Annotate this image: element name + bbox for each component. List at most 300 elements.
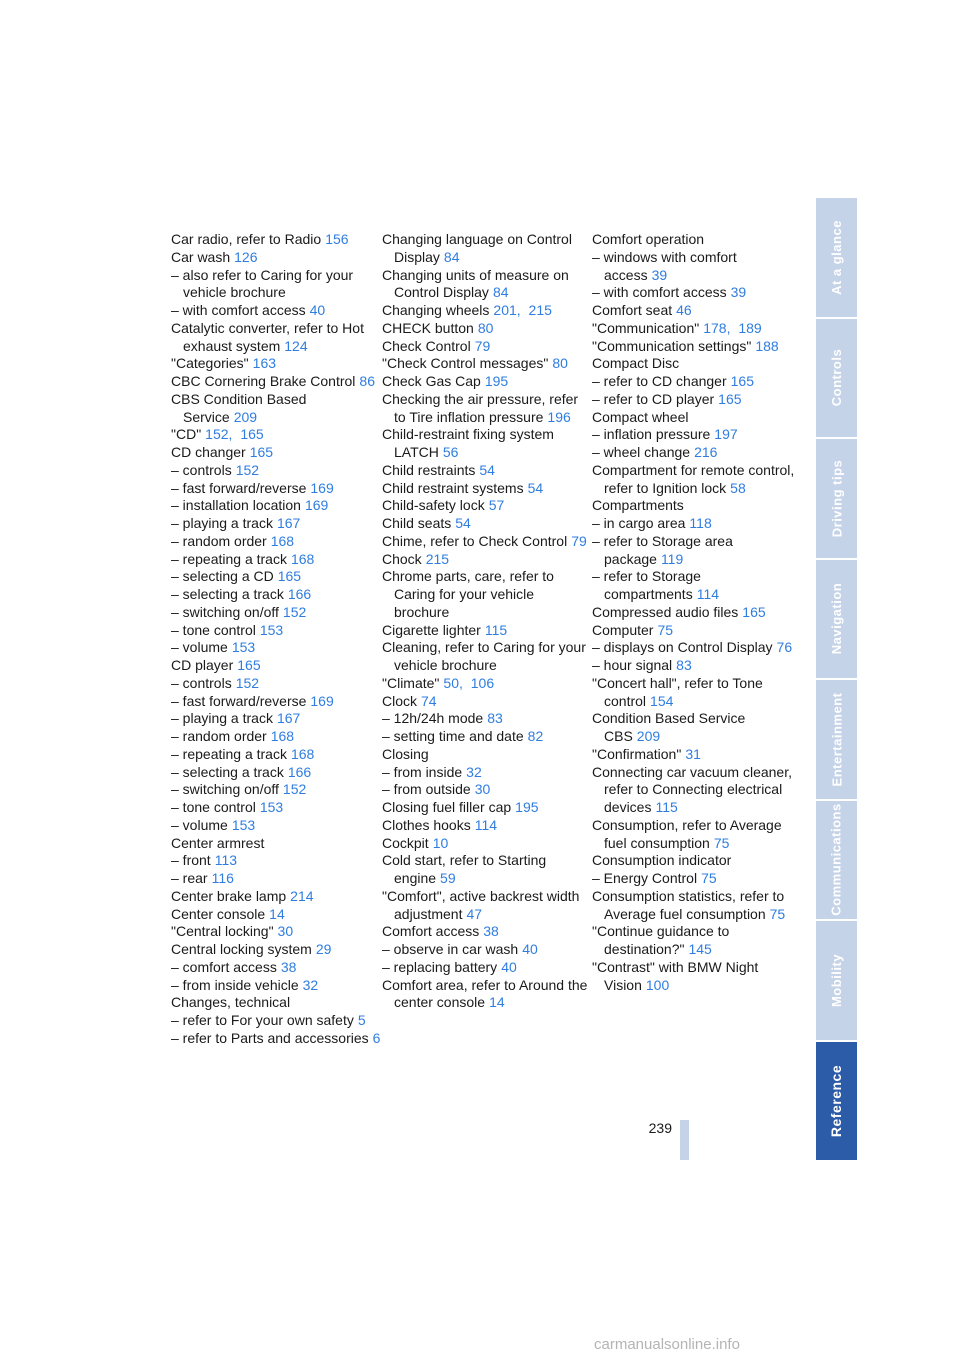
page-link[interactable]: 165 bbox=[277, 568, 302, 585]
page-link[interactable]: 165 bbox=[237, 657, 261, 673]
page-link[interactable]: 154 bbox=[650, 692, 674, 709]
page-link[interactable]: 189 bbox=[738, 319, 762, 336]
page-link[interactable]: 165 bbox=[249, 444, 274, 460]
index-entry-text: – volume bbox=[171, 639, 228, 656]
page-link[interactable]: 195 bbox=[484, 373, 509, 389]
page-link[interactable]: 115 bbox=[484, 621, 508, 638]
page-link[interactable]: 215 bbox=[425, 550, 450, 567]
page-link[interactable]: 76 bbox=[776, 639, 793, 656]
index-entry bbox=[592, 959, 802, 995]
index-entry bbox=[382, 320, 592, 338]
page-link[interactable]: 145 bbox=[688, 941, 712, 957]
index-entry bbox=[382, 373, 592, 391]
section-tab-controls[interactable] bbox=[816, 319, 857, 440]
index-entry bbox=[592, 639, 802, 657]
index-entry bbox=[592, 764, 802, 817]
index-entry bbox=[592, 817, 802, 853]
index-entry-text: – comfort access bbox=[171, 958, 277, 975]
page-link[interactable]: 31 bbox=[685, 745, 701, 762]
page-link[interactable]: 38 bbox=[483, 923, 499, 940]
index-entry-text: Checking the air pressure, refer to Tire inflation pressure bbox=[382, 390, 579, 425]
index-entry-text: Consumption, refer to Average fuel consumption bbox=[592, 816, 782, 851]
index-entry-text: Child-safety lock bbox=[382, 497, 485, 514]
index-entry-text: Chrome parts, care, refer to Caring for your vehicle brochure bbox=[382, 568, 554, 620]
index-entry-text: Changing language on Control Display bbox=[382, 231, 572, 265]
page-link[interactable]: 152 bbox=[235, 461, 260, 478]
index-entry-text: – refer to Storage compartments bbox=[592, 568, 701, 602]
index-entry bbox=[171, 781, 381, 799]
index-entry bbox=[592, 604, 802, 622]
page-link[interactable]: 79 bbox=[571, 532, 587, 549]
page-link[interactable]: 47 bbox=[466, 905, 483, 922]
index-entry bbox=[171, 586, 381, 604]
page-link[interactable]: 10 bbox=[432, 834, 449, 851]
index-entry-text: – front bbox=[171, 852, 211, 869]
index-entry-text: – from outside bbox=[382, 781, 471, 798]
page-link[interactable]: 38 bbox=[280, 958, 297, 975]
index-entry bbox=[382, 639, 592, 675]
index-entry bbox=[592, 870, 802, 888]
page-link[interactable]: 40 bbox=[522, 941, 538, 957]
index-entry bbox=[382, 515, 592, 533]
page-link[interactable]: 32 bbox=[302, 976, 319, 993]
index-entry bbox=[171, 977, 381, 995]
page-link[interactable]: 165 bbox=[718, 390, 742, 407]
index-entry-text: – with comfort access bbox=[592, 284, 727, 301]
index-entry-text: Check Gas Cap bbox=[382, 373, 481, 389]
index-entry bbox=[171, 568, 381, 586]
page-link[interactable]: 165 bbox=[742, 603, 766, 620]
section-tab-label: Driving tips bbox=[829, 459, 845, 538]
page-link[interactable]: 163 bbox=[252, 355, 277, 372]
index-entry-text: – wheel change bbox=[592, 444, 691, 460]
index-entry-text: – refer to Parts and accessories bbox=[171, 1029, 369, 1046]
page-link[interactable]: 113 bbox=[214, 852, 238, 869]
page-link[interactable]: 59 bbox=[440, 870, 456, 886]
index-entry bbox=[592, 409, 802, 427]
index-entry bbox=[382, 923, 592, 941]
page-link[interactable]: 214 bbox=[290, 887, 314, 904]
index-entry-text: – selecting a track bbox=[171, 586, 284, 602]
index-entry: Changing wheels 201, 215 bbox=[382, 302, 552, 318]
page-link[interactable]: 39 bbox=[730, 284, 747, 301]
index-entry-text: Center armrest bbox=[171, 834, 265, 851]
page-link[interactable]: 197 bbox=[714, 426, 738, 443]
index-entry bbox=[171, 622, 381, 640]
index-entry bbox=[171, 515, 381, 533]
index-entry bbox=[171, 675, 381, 693]
index-entry-text: – controls bbox=[171, 674, 232, 691]
page-link[interactable]: 166 bbox=[287, 763, 312, 780]
index-entry-text: "Contrast" with BMW Night Vision bbox=[592, 958, 759, 993]
index-entry-text: – displays on Control Display bbox=[592, 639, 773, 656]
index-entry-text: Center console bbox=[171, 905, 266, 922]
index-entry-text: Chime, refer to Check Control bbox=[382, 532, 568, 549]
index-entry bbox=[171, 551, 381, 569]
index-entry bbox=[171, 391, 381, 427]
index-entry bbox=[592, 657, 802, 675]
page-link[interactable]: 40 bbox=[501, 958, 517, 975]
index-entry-text: Compact Disc bbox=[592, 355, 680, 372]
page-link[interactable]: 169 bbox=[310, 479, 334, 496]
index-column-3 bbox=[592, 231, 802, 994]
index-entry-text: – playing a track bbox=[171, 710, 273, 727]
page-link[interactable]: 168 bbox=[270, 532, 295, 549]
page-link[interactable]: 86 bbox=[359, 373, 375, 389]
index-entry-text: Cleaning, refer to Caring for your vehicle brochure bbox=[382, 639, 586, 673]
index-entry-text: "Central locking" bbox=[171, 923, 274, 940]
index-entry-text: – rear bbox=[171, 870, 208, 886]
page-link[interactable]: 114 bbox=[474, 816, 498, 833]
index-entry bbox=[171, 764, 381, 782]
section-tab-label: Controls bbox=[829, 349, 845, 407]
page-link[interactable]: 30 bbox=[277, 923, 294, 940]
index-entry bbox=[382, 533, 592, 551]
index-entry bbox=[171, 728, 381, 746]
section-tab-reference[interactable] bbox=[816, 1042, 857, 1161]
index-entry bbox=[592, 923, 802, 959]
index-entry-text: – switching on/off bbox=[171, 603, 279, 620]
index-entry-text: Child-restraint fixing system LATCH bbox=[382, 426, 554, 460]
index-entry bbox=[171, 444, 381, 462]
page-link[interactable]: 82 bbox=[527, 728, 544, 744]
index-entry-text: "Categories" bbox=[171, 355, 249, 372]
index-entry bbox=[592, 391, 802, 409]
index-entry-text: – 12h/24h mode bbox=[382, 710, 484, 727]
page-link[interactable]: 167 bbox=[276, 515, 301, 531]
index-entry-text: Compartments bbox=[592, 497, 684, 514]
page-link[interactable]: 115 bbox=[655, 799, 678, 815]
index-entry-text: Comfort operation bbox=[592, 231, 705, 247]
index-entry bbox=[171, 1012, 381, 1030]
index-entry bbox=[171, 817, 381, 835]
index-entry bbox=[382, 568, 592, 621]
index-entry bbox=[171, 693, 381, 711]
index-entry-text: Connecting car vacuum cleaner, refer to Connecting electrical devices bbox=[592, 763, 792, 815]
page-link[interactable]: 169 bbox=[304, 497, 329, 514]
index-entry bbox=[382, 391, 592, 427]
index-entry bbox=[171, 870, 381, 888]
index-entry-text: Check Control bbox=[382, 337, 471, 354]
index-entry-text: Clothes hooks bbox=[382, 816, 471, 833]
page-link[interactable]: 152 bbox=[205, 426, 229, 443]
section-tab-label: Navigation bbox=[829, 583, 844, 655]
page-link[interactable]: 201 bbox=[493, 302, 517, 318]
page-link[interactable]: 106 bbox=[470, 674, 495, 691]
page-link[interactable]: 114 bbox=[696, 586, 720, 602]
index-entry bbox=[382, 551, 592, 569]
page-link[interactable]: 84 bbox=[492, 284, 509, 301]
index-entry-text: Comfort area, refer to Around the center console bbox=[382, 976, 588, 1011]
index-entry bbox=[592, 515, 802, 533]
section-tab-entertainment[interactable] bbox=[816, 680, 857, 801]
section-tab-at-a-glance[interactable] bbox=[816, 198, 857, 319]
index-entry bbox=[171, 941, 381, 959]
index-entry-text: Consumption statistics, refer to Average fuel consumption bbox=[592, 887, 785, 922]
page-link[interactable]: 126 bbox=[234, 248, 258, 265]
index-entry-text: Condition Based Service CBS bbox=[592, 710, 746, 744]
index-entry bbox=[382, 710, 592, 728]
index-entry bbox=[382, 959, 592, 977]
page-link[interactable]: 195 bbox=[515, 799, 539, 815]
index-entry-text: – refer to CD player bbox=[592, 390, 715, 407]
page-link[interactable]: 75 bbox=[769, 905, 786, 922]
index-entry bbox=[592, 533, 802, 569]
page-link[interactable]: 152 bbox=[235, 674, 260, 691]
index-entry bbox=[171, 888, 381, 906]
page-link[interactable]: 54 bbox=[479, 461, 495, 478]
index-column-1 bbox=[171, 231, 381, 1048]
section-tab-driving-tips[interactable] bbox=[816, 439, 857, 560]
page-link[interactable]: 165 bbox=[240, 426, 264, 443]
index-entry bbox=[171, 639, 381, 657]
index-entry-text: – selecting a track bbox=[171, 763, 284, 780]
index-entry-text: Cold start, refer to Starting engine bbox=[382, 852, 547, 886]
index-entry bbox=[171, 604, 381, 622]
page-link[interactable]: 30 bbox=[474, 781, 491, 798]
section-tabs bbox=[816, 198, 857, 1160]
page-number-bar bbox=[680, 1120, 689, 1160]
index-entry bbox=[171, 923, 381, 941]
index-entry bbox=[171, 994, 381, 1012]
page-link[interactable]: 215 bbox=[528, 302, 552, 318]
index-entry-text: – inflation pressure bbox=[592, 426, 711, 443]
page-link[interactable]: 153 bbox=[231, 639, 256, 656]
index-entry bbox=[171, 1030, 381, 1048]
index-entry-text: Consumption indicator bbox=[592, 852, 732, 869]
section-tab-mobility[interactable] bbox=[816, 921, 857, 1042]
page-link[interactable]: 153 bbox=[231, 816, 256, 833]
index-entry-text: Car wash bbox=[171, 248, 231, 265]
page-link[interactable]: 188 bbox=[755, 337, 779, 354]
index-entry bbox=[592, 373, 802, 391]
page-link[interactable]: 14 bbox=[489, 994, 505, 1011]
index-entry-text: – replacing battery bbox=[382, 958, 498, 975]
page-link[interactable]: 57 bbox=[488, 497, 505, 514]
page-link[interactable]: 56 bbox=[442, 444, 459, 460]
index-entry bbox=[382, 426, 592, 462]
index-entry-text: – tone control bbox=[171, 621, 256, 638]
index-entry-text: Changing units of measure on Control Display bbox=[382, 266, 569, 301]
index-entry-text: Car radio, refer to Radio bbox=[171, 231, 322, 247]
index-entry-text: "Climate" bbox=[382, 674, 440, 691]
index-entry: "CD" 152, 165 bbox=[171, 426, 264, 443]
page-link[interactable]: 39 bbox=[651, 266, 668, 283]
index-entry bbox=[382, 693, 592, 711]
page-link[interactable]: 168 bbox=[290, 550, 315, 567]
index-entry-text: – repeating a track bbox=[171, 550, 287, 567]
index-entry bbox=[382, 267, 592, 303]
index-entry-text: – hour signal bbox=[592, 657, 673, 673]
index-entry-text: "Communication" bbox=[592, 319, 700, 336]
index-column-2 bbox=[382, 231, 592, 1012]
index-entry bbox=[382, 852, 592, 888]
index-entry bbox=[171, 533, 381, 551]
index-entry-text: Chock bbox=[382, 550, 422, 567]
index-entry-text: – with comfort access bbox=[171, 302, 306, 318]
page-link[interactable]: 178 bbox=[703, 319, 727, 336]
page-link[interactable]: 80 bbox=[477, 319, 494, 336]
section-tab-label: Entertainment bbox=[829, 692, 844, 787]
index-entry-text: "Concert hall", refer to Tone control bbox=[592, 674, 763, 709]
index-entry-text: Comfort seat bbox=[592, 302, 673, 318]
page-link[interactable]: 116 bbox=[211, 870, 234, 886]
page-link[interactable]: 75 bbox=[657, 621, 674, 638]
page-link[interactable]: 75 bbox=[701, 870, 717, 886]
page-link[interactable]: 216 bbox=[694, 444, 718, 460]
index-entry bbox=[592, 338, 802, 356]
index-entry bbox=[592, 444, 802, 462]
index-entry-text: "Comfort", active backrest width adjustment bbox=[382, 887, 580, 922]
index-entry-text: "Confirmation" bbox=[592, 745, 682, 762]
page-link[interactable]: 6 bbox=[372, 1029, 381, 1046]
index-entry-text: "Continue guidance to destination?" bbox=[592, 923, 730, 957]
page-link[interactable]: 124 bbox=[284, 337, 308, 354]
page-link[interactable]: 29 bbox=[315, 941, 332, 957]
page-link[interactable]: 152 bbox=[282, 603, 307, 620]
page-link[interactable]: 54 bbox=[527, 479, 544, 496]
page-link[interactable]: 79 bbox=[474, 337, 491, 354]
page-link[interactable]: 5 bbox=[357, 1012, 366, 1028]
page-link[interactable]: 14 bbox=[269, 905, 285, 922]
index-entry bbox=[592, 284, 802, 302]
index-entry-text: Closing fuel filler cap bbox=[382, 799, 512, 815]
index-entry bbox=[382, 799, 592, 817]
index-entry-text: – refer to CD changer bbox=[592, 373, 727, 389]
index-entry-text: – controls bbox=[171, 461, 232, 478]
page-link[interactable]: 209 bbox=[233, 408, 258, 425]
index-entry bbox=[171, 480, 381, 498]
index-entry-text: – installation location bbox=[171, 497, 301, 514]
index-entry-text: Catalytic converter, refer to Hot exhaust system bbox=[171, 319, 364, 354]
index-entry bbox=[382, 941, 592, 959]
page-link[interactable]: 46 bbox=[676, 302, 692, 318]
index-entry bbox=[382, 817, 592, 835]
index-entry-text: – random order bbox=[171, 532, 267, 549]
index-entry-text: Changing wheels bbox=[382, 302, 490, 318]
page-link[interactable]: 100 bbox=[645, 976, 670, 993]
index-entry bbox=[592, 231, 802, 249]
index-entry bbox=[592, 746, 802, 764]
index-entry bbox=[382, 746, 592, 764]
index-entry bbox=[171, 302, 381, 320]
page-link[interactable]: 50 bbox=[443, 674, 459, 691]
index-entry-text: – fast forward/reverse bbox=[171, 692, 307, 709]
index-entry-text: – setting time and date bbox=[382, 728, 524, 744]
index-entry bbox=[382, 462, 592, 480]
index-entry bbox=[171, 657, 381, 675]
page-link[interactable]: 156 bbox=[325, 231, 349, 247]
index-entry-text: "Communication settings" bbox=[592, 337, 752, 354]
page-link[interactable]: 118 bbox=[689, 515, 712, 531]
index-entry-text: Closing bbox=[382, 745, 429, 762]
page-link[interactable]: 165 bbox=[730, 373, 754, 389]
index-entry bbox=[382, 764, 592, 782]
index-entry bbox=[592, 426, 802, 444]
index-entry-text: CHECK button bbox=[382, 319, 474, 336]
index-entry-text: – in cargo area bbox=[592, 515, 686, 531]
index-entry-text: Cigarette lighter bbox=[382, 621, 481, 638]
index-entry-text: – from inside vehicle bbox=[171, 976, 299, 993]
index-entry bbox=[382, 728, 592, 746]
section-tab-label: Reference bbox=[828, 1064, 845, 1137]
section-tab-label: Communications bbox=[829, 803, 844, 916]
page-link[interactable]: 83 bbox=[487, 710, 503, 727]
page-link[interactable]: 153 bbox=[259, 799, 284, 815]
index-entry bbox=[171, 231, 381, 249]
index-entry bbox=[592, 355, 802, 373]
page-link[interactable]: 74 bbox=[421, 692, 437, 709]
index-entry bbox=[171, 355, 381, 373]
index-entry-text: Center brake lamp bbox=[171, 887, 287, 904]
index-entry-text: CBC Cornering Brake Control bbox=[171, 373, 356, 389]
page-link[interactable]: 54 bbox=[455, 515, 471, 531]
index-entry bbox=[592, 852, 802, 870]
page-link[interactable]: 75 bbox=[713, 834, 730, 851]
index-entry-text: Compressed audio files bbox=[592, 603, 739, 620]
page-link[interactable]: 83 bbox=[676, 657, 692, 673]
page-link[interactable]: 80 bbox=[552, 355, 568, 372]
index-entry-text: – refer to For your own safety bbox=[171, 1012, 354, 1028]
index-entry-text: "Check Control messages" bbox=[382, 355, 549, 372]
index-entry bbox=[592, 710, 802, 746]
index-entry-text: Clock bbox=[382, 692, 418, 709]
index-entry bbox=[171, 746, 381, 764]
page-link[interactable]: 152 bbox=[282, 781, 307, 798]
page-link[interactable]: 209 bbox=[636, 728, 661, 744]
section-tab-communications[interactable] bbox=[816, 801, 857, 922]
page-link[interactable]: 169 bbox=[310, 692, 334, 709]
index-entry bbox=[171, 267, 381, 303]
index-entry bbox=[382, 497, 592, 515]
index-entry-text: – random order bbox=[171, 728, 267, 744]
index-entry-text: CBS Condition Based Service bbox=[171, 390, 307, 425]
index-entry-text: – windows with comfort access bbox=[592, 248, 737, 283]
page-link[interactable]: 168 bbox=[270, 728, 295, 744]
index-entry-text: Cockpit bbox=[382, 834, 429, 851]
index-entry-text: – refer to Storage area package bbox=[592, 532, 733, 567]
page-link[interactable]: 153 bbox=[259, 621, 284, 638]
index-entry-text: – from inside bbox=[382, 763, 463, 780]
index-entry-text: – Energy Control bbox=[592, 870, 698, 886]
index-entry bbox=[382, 888, 592, 924]
index-entry bbox=[382, 231, 592, 267]
index-entry bbox=[592, 568, 802, 604]
section-tab-navigation[interactable] bbox=[816, 560, 857, 681]
index-entry bbox=[592, 888, 802, 924]
index-entry bbox=[171, 799, 381, 817]
index-entry-text: – playing a track bbox=[171, 515, 273, 531]
index-entry bbox=[171, 710, 381, 728]
index-entry bbox=[592, 249, 802, 285]
page-link[interactable]: 196 bbox=[547, 408, 571, 425]
index-entry bbox=[171, 497, 381, 515]
page-link[interactable]: 166 bbox=[287, 586, 312, 602]
page-link[interactable]: 32 bbox=[466, 763, 482, 780]
index-entry-text: Child seats bbox=[382, 515, 452, 531]
page-link[interactable]: 40 bbox=[309, 302, 326, 318]
index-entry bbox=[171, 959, 381, 977]
page-link[interactable]: 58 bbox=[730, 479, 746, 496]
index-entry-text: Child restraints bbox=[382, 461, 476, 478]
section-tab-label: At a glance bbox=[829, 219, 845, 295]
page-link[interactable]: 119 bbox=[660, 550, 684, 567]
index-entry-text: CD changer bbox=[171, 444, 246, 460]
page-link[interactable]: 84 bbox=[443, 248, 460, 265]
page-link[interactable]: 167 bbox=[276, 710, 301, 727]
section-tab-label: Mobility bbox=[829, 953, 845, 1007]
page-link[interactable]: 168 bbox=[290, 745, 315, 762]
